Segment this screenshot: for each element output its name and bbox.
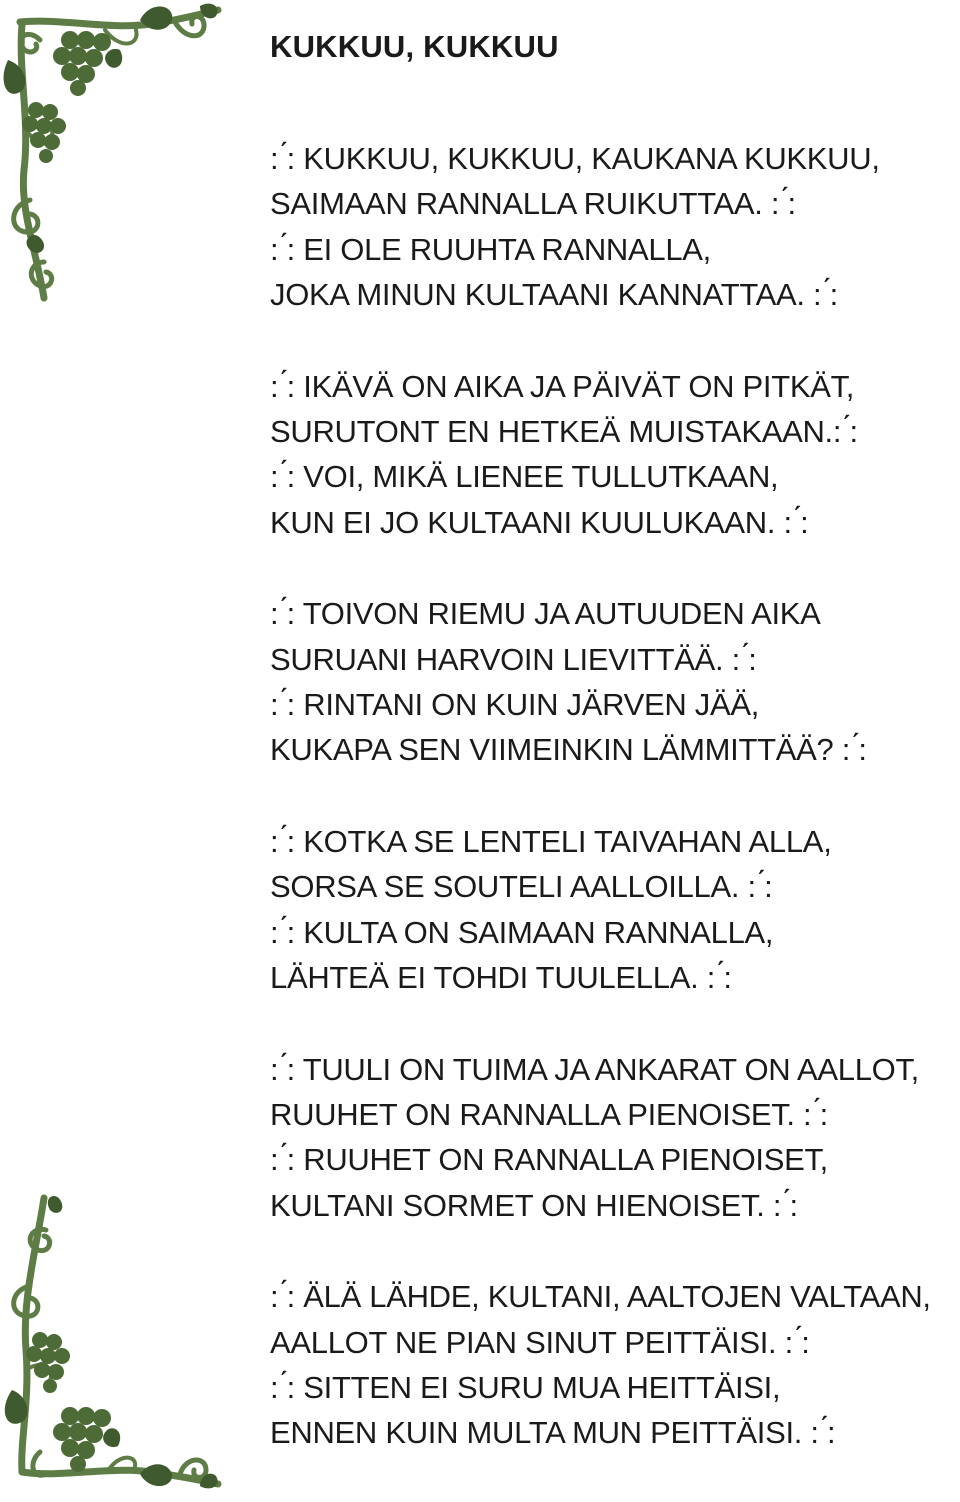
stanza-line: KUN EI JO KULTAANI KUULUKAAN. : ́: (270, 504, 809, 540)
stanza-line: : ́: RINTANI ON KUIN JÄRVEN JÄÄ, (270, 687, 760, 723)
stanza-line: : ́: EI OLE RUUHTA RANNALLA, (270, 231, 711, 267)
stanza-line: : ́: TOIVON RIEMU JA AUTUUDEN AIKA (270, 596, 821, 632)
stanza-line: : ́: TUULI ON TUIMA JA ANKARAT ON AALLOT, (270, 1051, 919, 1087)
stanza-line: : ́: KUKKUU, KUKKUU, KAUKANA KUKKUU, (270, 141, 880, 176)
stanza-line: : ́: ÄLÄ LÄHDE, KULTANI, AALTOJEN VALTAAN, (270, 1279, 931, 1315)
stanza-1 (270, 136, 960, 318)
stanza-line: : ́: VOI, MIKÄ LIENEE TULLUTKAAN, (270, 459, 779, 495)
stanza-line: : ́: KULTA ON SAIMAAN RANNALLA, (270, 914, 774, 950)
stanza-line: : ́: KOTKA SE LENTELI TAIVAHAN ALLA, (270, 823, 832, 859)
stanza-line: JOKA MINUN KULTAANI KANNATTAA. : ́: (270, 277, 838, 313)
stanza-3 (270, 591, 960, 773)
stanza-line: ENNEN KUIN MULTA MUN PEITTÄISI. : ́: (270, 1415, 836, 1451)
grape-vine-top-ornament-icon (0, 0, 230, 310)
stanza-6 (270, 1274, 960, 1456)
stanza-5 (270, 1047, 960, 1229)
stanza-line: LÄHTEÄ EI TOHDI TUULELLA. : ́: (270, 960, 732, 996)
stanza-line: KUKAPA SEN VIIMEINKIN LÄMMITTÄÄ? : ́: (270, 732, 867, 768)
poem-title: KUKKUU, KUKKUU (270, 29, 559, 64)
grape-vine-bottom-ornament-icon (0, 1190, 230, 1493)
stanza-line: AALLOT NE PIAN SINUT PEITTÄISI. : ́: (270, 1324, 810, 1360)
stanza-line: : ́: IKÄVÄ ON AIKA JA PÄIVÄT ON PITKÄT, (270, 368, 855, 404)
stanza-line: : ́: SITTEN EI SURU MUA HEITTÄISI, (270, 1369, 781, 1405)
stanza-line: : ́: RUUHET ON RANNALLA PIENOISET, (270, 1142, 828, 1178)
poem-content (270, 22, 960, 1502)
stanza-line: SURUANI HARVOIN LIEVITTÄÄ. : ́: (270, 641, 757, 677)
stanza-4 (270, 819, 960, 1001)
stanza-line: SAIMAAN RANNALLA RUIKUTTAA. : ́: (270, 186, 796, 222)
stanza-line: RUUHET ON RANNALLA PIENOISET. : ́: (270, 1096, 828, 1132)
stanza-line: KULTANI SORMET ON HIENOISET. : ́: (270, 1187, 798, 1223)
stanza-line: SURUTONT EN HETKEÄ MUISTAKAAN.: ́: (270, 414, 858, 450)
stanza-2 (270, 364, 960, 546)
stanza-line: SORSA SE SOUTELI AALLOILLA. : ́: (270, 869, 773, 905)
